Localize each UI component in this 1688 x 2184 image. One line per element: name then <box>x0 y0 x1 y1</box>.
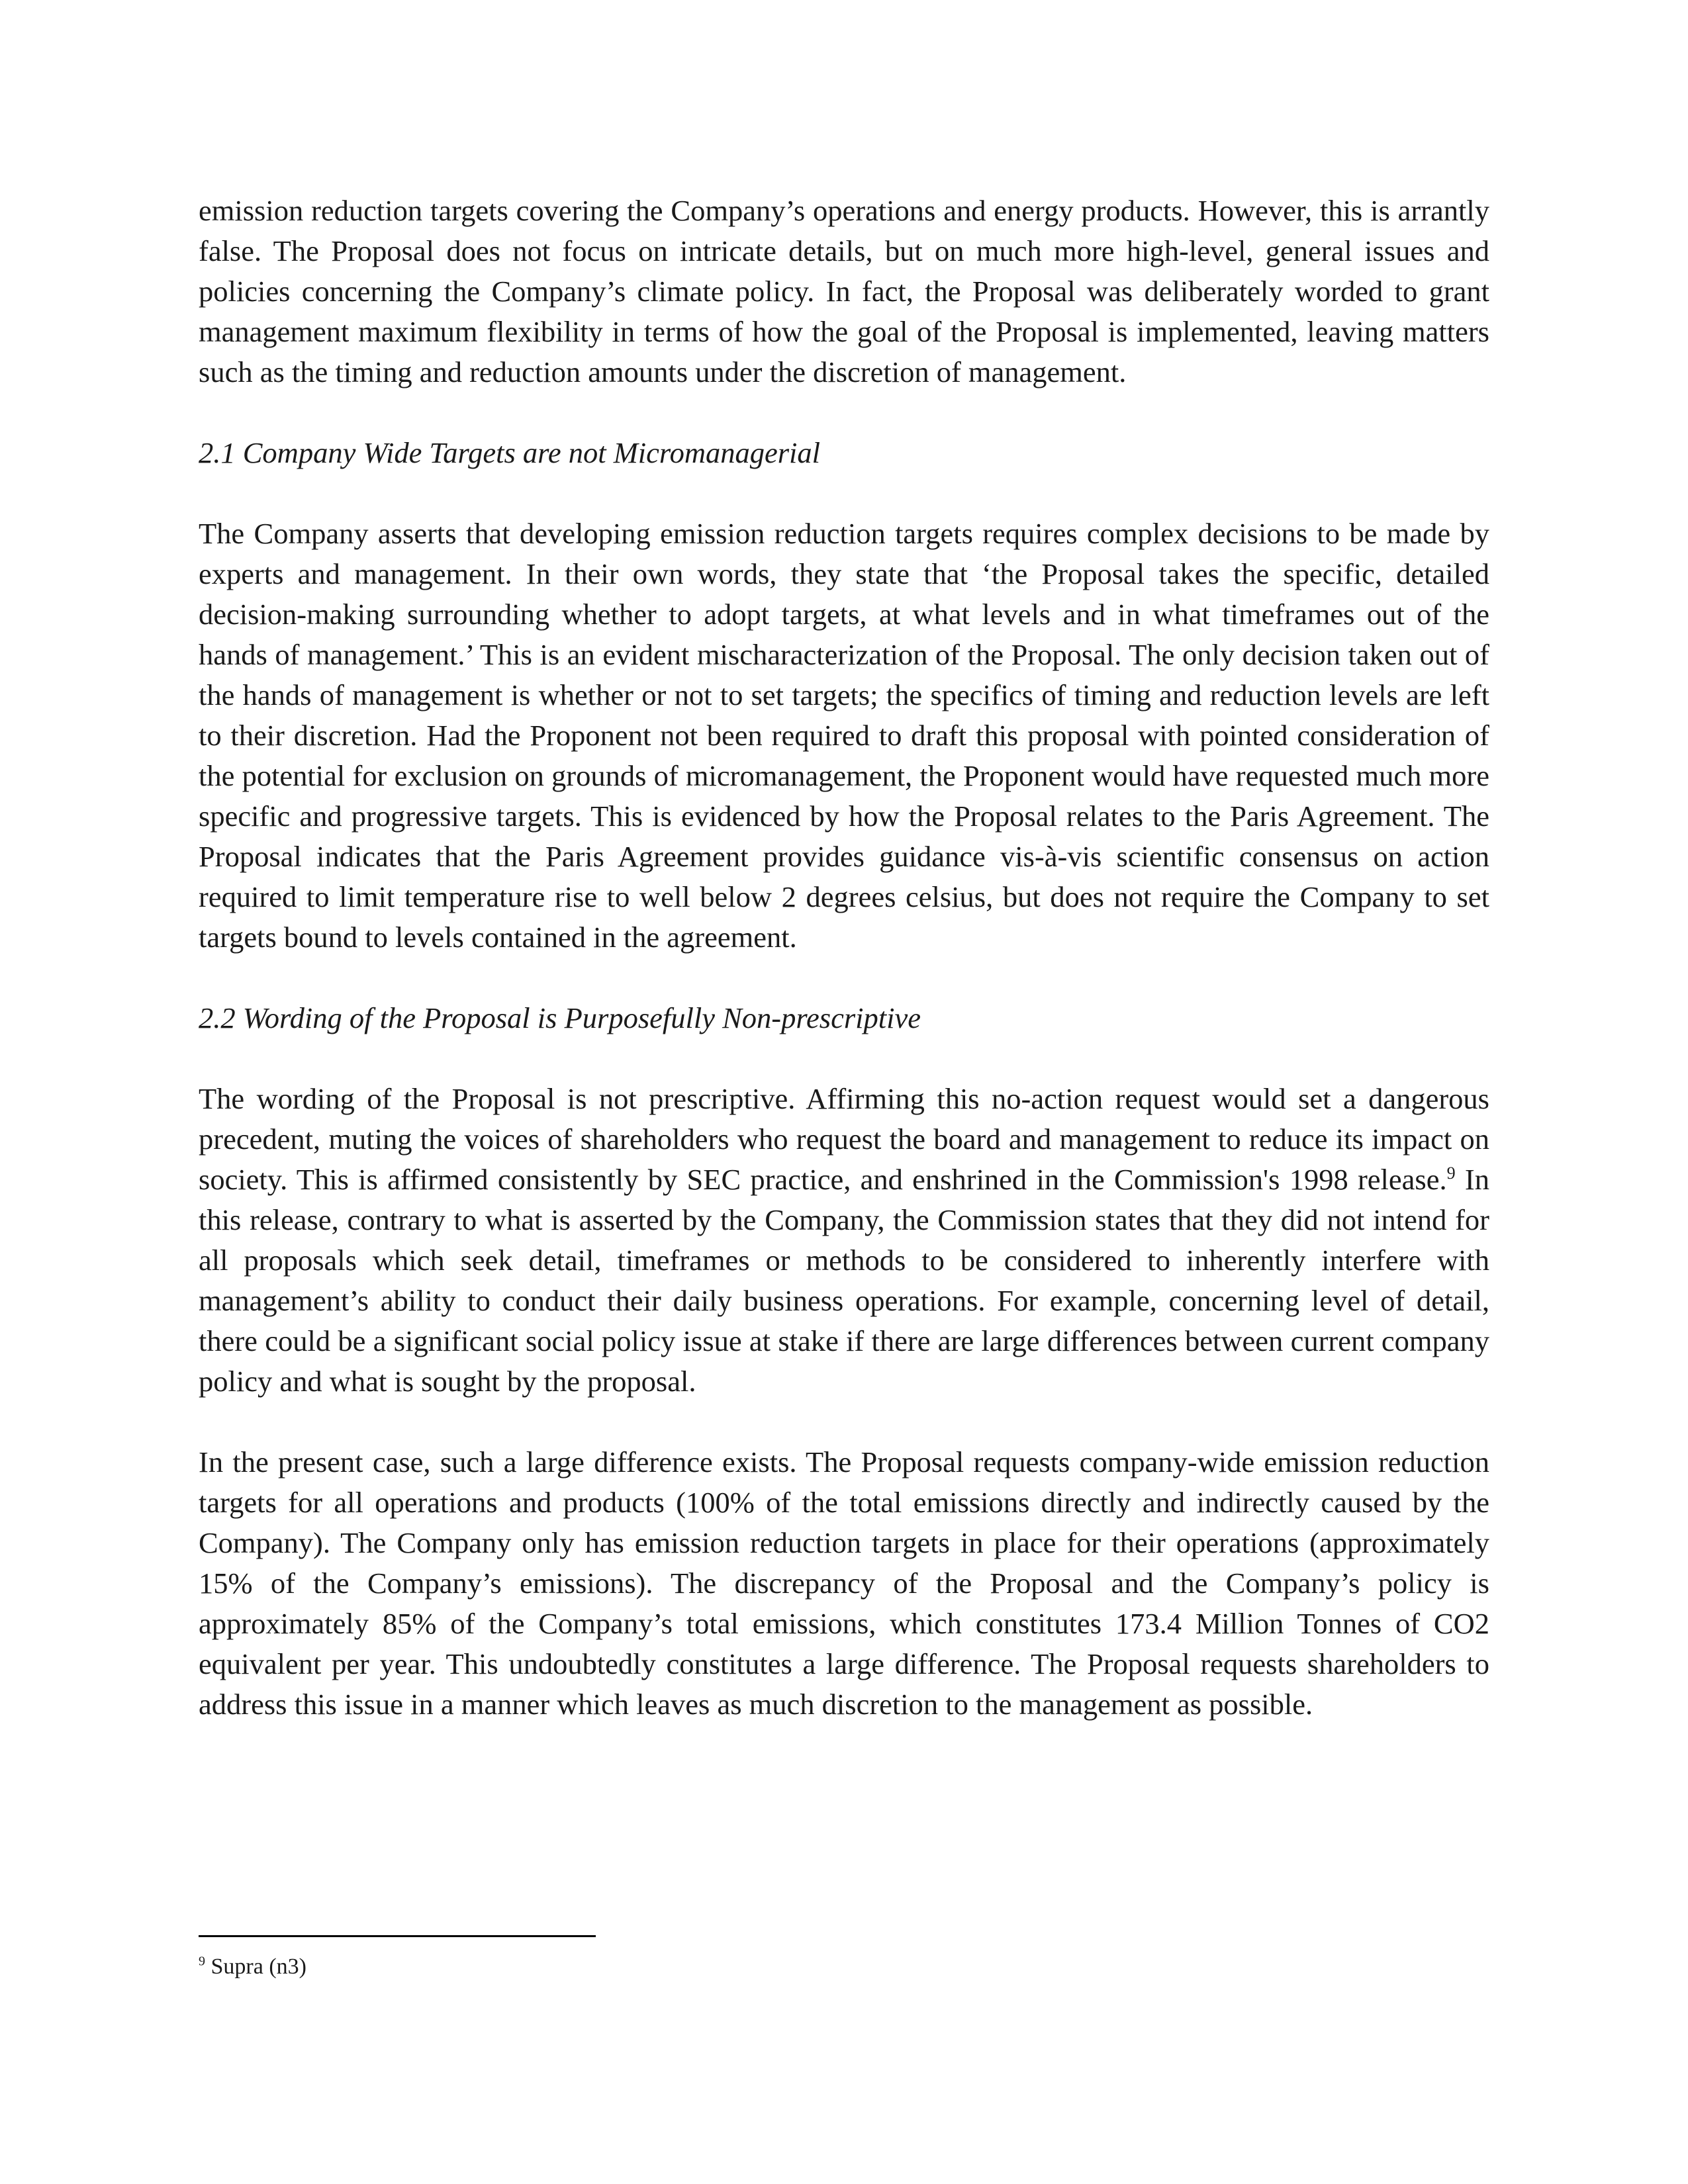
document-body <box>199 191 1489 1725</box>
spacer <box>199 392 1489 433</box>
section-2-2-paragraph-2: In the present case, such a large difference exists. The Proposal requests company-wide emission reduction targets for all operations and products (100% of the total emissions directly and indirectly caused by the Company). The Company only has emission reduction targets in place for their operations (approximately 15% of the Company’s emissions). The discrepancy of the Proposal and the Company’s policy is approximately 85% of the Company’s total emissions, which constitutes 173.4 Million Tonnes of CO2 equivalent per year. This undoubtedly constitutes a large difference. The Proposal requests shareholders to address this issue in a manner which leaves as much discretion to the management as possible. <box>199 1445 1489 1721</box>
footnote-reference: 9 <box>1446 1163 1456 1183</box>
section-2-1-heading: 2.1 Company Wide Targets are not Micromanagerial <box>199 436 820 469</box>
section-2-2-heading: 2.2 Wording of the Proposal is Purposefully Non-prescriptive <box>199 1001 921 1034</box>
footnote-number: 9 <box>199 1954 205 1969</box>
footnote-divider <box>199 1935 596 1937</box>
footnote-text: Supra (n3) <box>211 1954 306 1979</box>
footnote <box>199 1952 306 1981</box>
spacer <box>199 958 1489 998</box>
intro-paragraph: emission reduction targets covering the Company’s operations and energy products. However, this is arrantly false. The Proposal does not focus on intricate details, but on much more high-level, general issues and policies concerning the Company’s climate policy. In fact, the Proposal was deliberately worded to grant management maximum flexibility in terms of how the goal of the Proposal is implemented, leaving matters such as the timing and reduction amounts under the discretion of management. <box>199 194 1489 388</box>
section-2-1-paragraph: The Company asserts that developing emission reduction targets requires complex decisions to be made by experts and management. In their own words, they state that ‘the Proposal takes the specific, detailed decision-making surrounding whether to adopt targets, at what levels and in what timeframes out of the hands of management.’ This is an evident mischaracterization of the Proposal. The only decision taken out of the hands of management is whether or not to set targets; the specifics of timing and reduction levels are left to their discretion. Had the Proponent not been required to draft this proposal with pointed consideration of the potential for exclusion on grounds of micromanagement, the Proponent would have requested much more specific and progressive targets. This is evidenced by how the Proposal relates to the Paris Agreement. The Proposal indicates that the Paris Agreement provides guidance vis-à-vis scientific consensus on action required to limit temperature rise to well below 2 degrees celsius, but does not require the Company to set targets bound to levels contained in the agreement. <box>199 517 1489 954</box>
spacer <box>199 1038 1489 1079</box>
paragraph-text-before-footnote: The wording of the Proposal is not prescriptive. Affirming this no-action request would set a dangerous precedent, muting the voices of shareholders who request the board and management to reduce its impact on society. This is affirmed consistently by SEC practice, and enshrined in the Commission's 1998 release. <box>199 1082 1489 1196</box>
section-2-2-paragraph-1 <box>199 1079 1489 1402</box>
paragraph-text-after-footnote: In this release, contrary to what is asserted by the Company, the Commission states that they did not intend for all proposals which seek detail, timeframes or methods to be considered to inherently interfere with management’s ability to conduct their daily business operations. For example, concerning level of detail, there could be a significant social policy issue at stake if there are large differences between current company policy and what is sought by the proposal. <box>199 1163 1489 1398</box>
spacer <box>199 1402 1489 1442</box>
spacer <box>199 473 1489 514</box>
